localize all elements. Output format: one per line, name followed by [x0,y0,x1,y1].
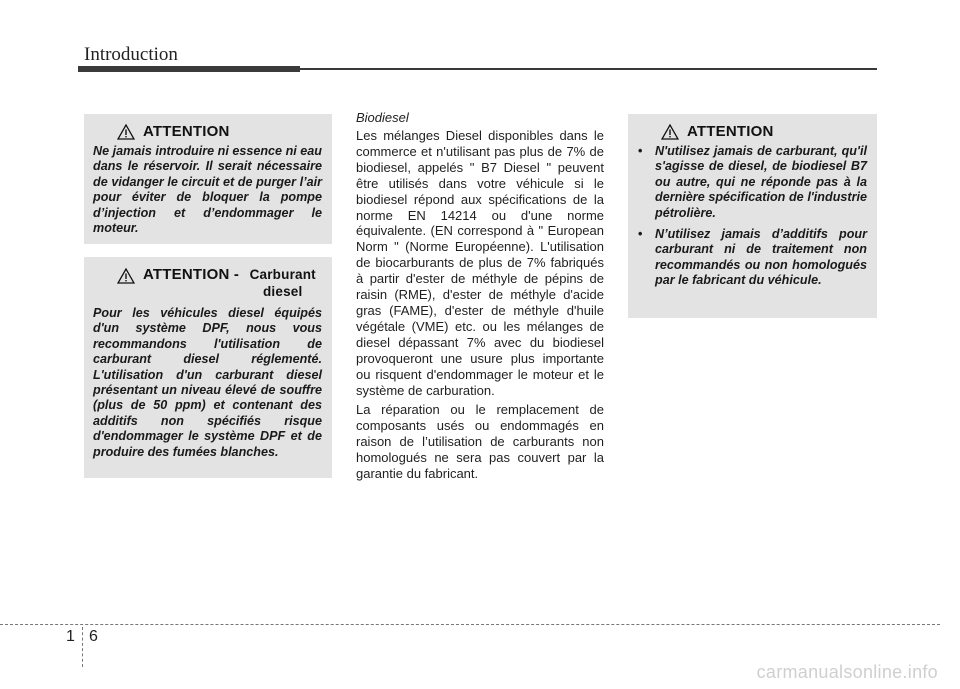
list-item [637,144,867,221]
attention-title-subtext: Carburant diesel [249,267,316,299]
page-number: 6 [89,628,98,645]
attention-title-text: ATTENTION [687,123,774,140]
attention-list [637,144,867,289]
warning-triangle-icon [117,268,135,284]
attention-title [117,266,322,300]
attention-box-fuel-water [84,114,332,244]
attention-title-text: ATTENTION [143,123,230,140]
section-heading: Biodiesel [356,110,409,125]
warning-triangle-icon [117,124,135,140]
list-item-text: N'utilisez jamais de carburant, qu'il s'agisse de diesel, de biodiesel B7 ou autre, qui ne réponde pas à la dernière spécification de l'industrie pétrolière. [655,144,867,220]
footer-separator [82,627,83,667]
attention-title-text: ATTENTION - [143,266,244,283]
chapter-number: 1 [66,628,75,645]
warning-triangle-icon [661,124,679,140]
biodiesel-section [356,110,604,486]
header-title: Introduction [84,44,178,65]
paragraph: La réparation ou le remplacement de composants usés ou endommagés en raison de l’utilisation de carburants non homologués ne sera pas couvert par la garantie du fabricant. [356,402,604,482]
list-item [637,227,867,289]
footer-rule [0,624,940,625]
bullet-icon: • [638,144,643,158]
attention-title [117,123,322,140]
attention-box-fuel-spec [628,114,877,318]
attention-text: Pour les véhicules diesel équipés d'un système DPF, nous vous recommandons l'utilisation de carburant diesel réglementé. L'utilisation d'un carburant diesel présentant un niveau élevé de souffre (plus de 50 ppm) et contenant des additifs non spécifiés risque d'endommager le système DPF et de produire des fumées blanches. [93,306,322,459]
paragraph: Les mélanges Diesel disponibles dans le commerce et n'utilisant pas plus de 7% de biodiesel, appelés " B7 Diesel " peuvent être utilisés dans votre véhicule si le biodiesel répond aux spécifications de la norme EN 14214 ou d'une norme équivalente. (EN correspond à " European Norm " (Norme Européenne). L'utilisation de biocarburants de plus de 7% fabriqués à partir d'ester de méthyle de pépins de raisin (RME), d'ester de méthyle d'acide gras (FAME), d'ester de méthyle d'huile végétale (VME) etc. ou les mélanges de diesel dépassant 7% avec du biodiesel provoqueront une usure plus importante ou risquent d'endommager le moteur et le système de carburation. [356,128,604,398]
header-bar-thin [300,68,877,70]
header-bar-thick [78,66,300,72]
list-item-text: N’utilisez jamais d’additifs pour carburant ni de traitement non recommandés ou non homologués par le fabricant du véhicule. [655,227,867,288]
watermark: carmanualsonline.info [756,662,938,682]
attention-title [661,123,867,140]
bullet-icon: • [638,227,643,242]
attention-box-diesel [84,257,332,478]
attention-text: Ne jamais introduire ni essence ni eau dans le réservoir. Il serait nécessaire de vidanger le circuit et de purger l’air pour éviter de bloquer la pompe d’injection et d’endommager le moteur. [93,144,322,236]
